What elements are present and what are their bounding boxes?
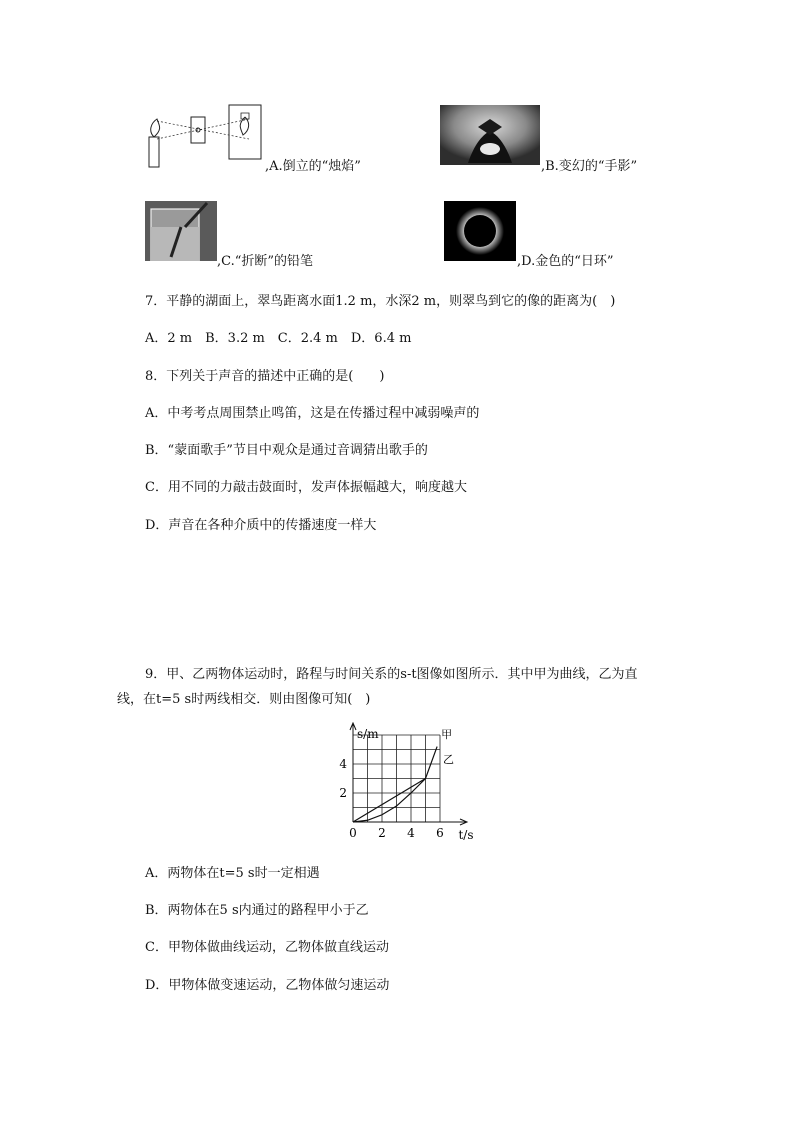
x-tick-label: 6 bbox=[436, 826, 444, 840]
pinhole-camera-diagram bbox=[145, 103, 263, 171]
series-jia-curve bbox=[353, 747, 437, 822]
option-d-caption: ,D.金色的“日环” bbox=[517, 254, 614, 269]
x-tick-label: 4 bbox=[407, 826, 415, 840]
q7-stem: 7．平静的湖面上，翠鸟距离水面1.2 m，水深2 m，则翠鸟到它的像的距离为( ) bbox=[145, 294, 616, 309]
st-chart-svg bbox=[335, 722, 495, 847]
q8-option-b: B．“蒙面歌手”节目中观众是通过音调猜出歌手的 bbox=[145, 443, 428, 458]
option-b-caption: ,B.变幻的“手影” bbox=[541, 159, 638, 174]
series-label-jia: 甲 bbox=[441, 728, 453, 741]
st-graph bbox=[335, 722, 495, 851]
q9-option-b: B．两物体在5 s内通过的路程甲小于乙 bbox=[145, 903, 369, 918]
y-axis-label: s/m bbox=[357, 727, 379, 741]
q8-option-d: D．声音在各种介质中的传播速度一样大 bbox=[145, 518, 377, 533]
chart-labels bbox=[339, 727, 473, 842]
chart-series bbox=[353, 747, 437, 822]
series-yi-line bbox=[353, 779, 426, 823]
q9-option-a: A．两物体在t=5 s时一定相遇 bbox=[145, 866, 320, 881]
option-d-photo bbox=[444, 201, 516, 261]
option-a-figure bbox=[145, 103, 263, 171]
q9-stem-line2: 线，在t=5 s时两线相交．则由图像可知( ) bbox=[117, 692, 371, 707]
q9-option-c: C．甲物体做曲线运动，乙物体做直线运动 bbox=[145, 940, 389, 955]
option-c-caption: ,C.“折断”的铅笔 bbox=[217, 254, 314, 269]
q9-option-d: D．甲物体做变速运动，乙物体做匀速运动 bbox=[145, 978, 390, 993]
hand-shadow-image bbox=[440, 105, 540, 165]
solar-eclipse-image bbox=[444, 201, 516, 261]
series-label-yi: 乙 bbox=[443, 753, 454, 766]
y-tick-label: 4 bbox=[339, 757, 347, 771]
x-axis-label: t/s bbox=[458, 828, 474, 842]
y-tick-label: 2 bbox=[339, 786, 347, 800]
x-tick-label: 2 bbox=[378, 826, 386, 840]
q8-stem: 8．下列关于声音的描述中正确的是( ) bbox=[145, 369, 385, 384]
option-c-photo bbox=[145, 201, 217, 261]
q9-stem-line1: 9．甲、乙两物体运动时，路程与时间关系的s-t图像如图所示．其中甲为曲线，乙为直 bbox=[145, 667, 638, 682]
option-b-photo bbox=[440, 105, 540, 165]
option-a-caption: ,A.倒立的“烛焰” bbox=[265, 159, 361, 174]
chart-grid bbox=[353, 735, 440, 822]
q8-option-c: C．用不同的力敲击鼓面时，发声体振幅越大，响度越大 bbox=[145, 480, 467, 495]
q8-option-a: A．中考考点周围禁止鸣笛，这是在传播过程中减弱噪声的 bbox=[145, 406, 480, 421]
x-tick-label: 0 bbox=[349, 826, 357, 840]
pencil-in-glass-image bbox=[145, 201, 217, 261]
q7-options: A．2 m B．3.2 m C．2.4 m D．6.4 m bbox=[145, 331, 412, 346]
